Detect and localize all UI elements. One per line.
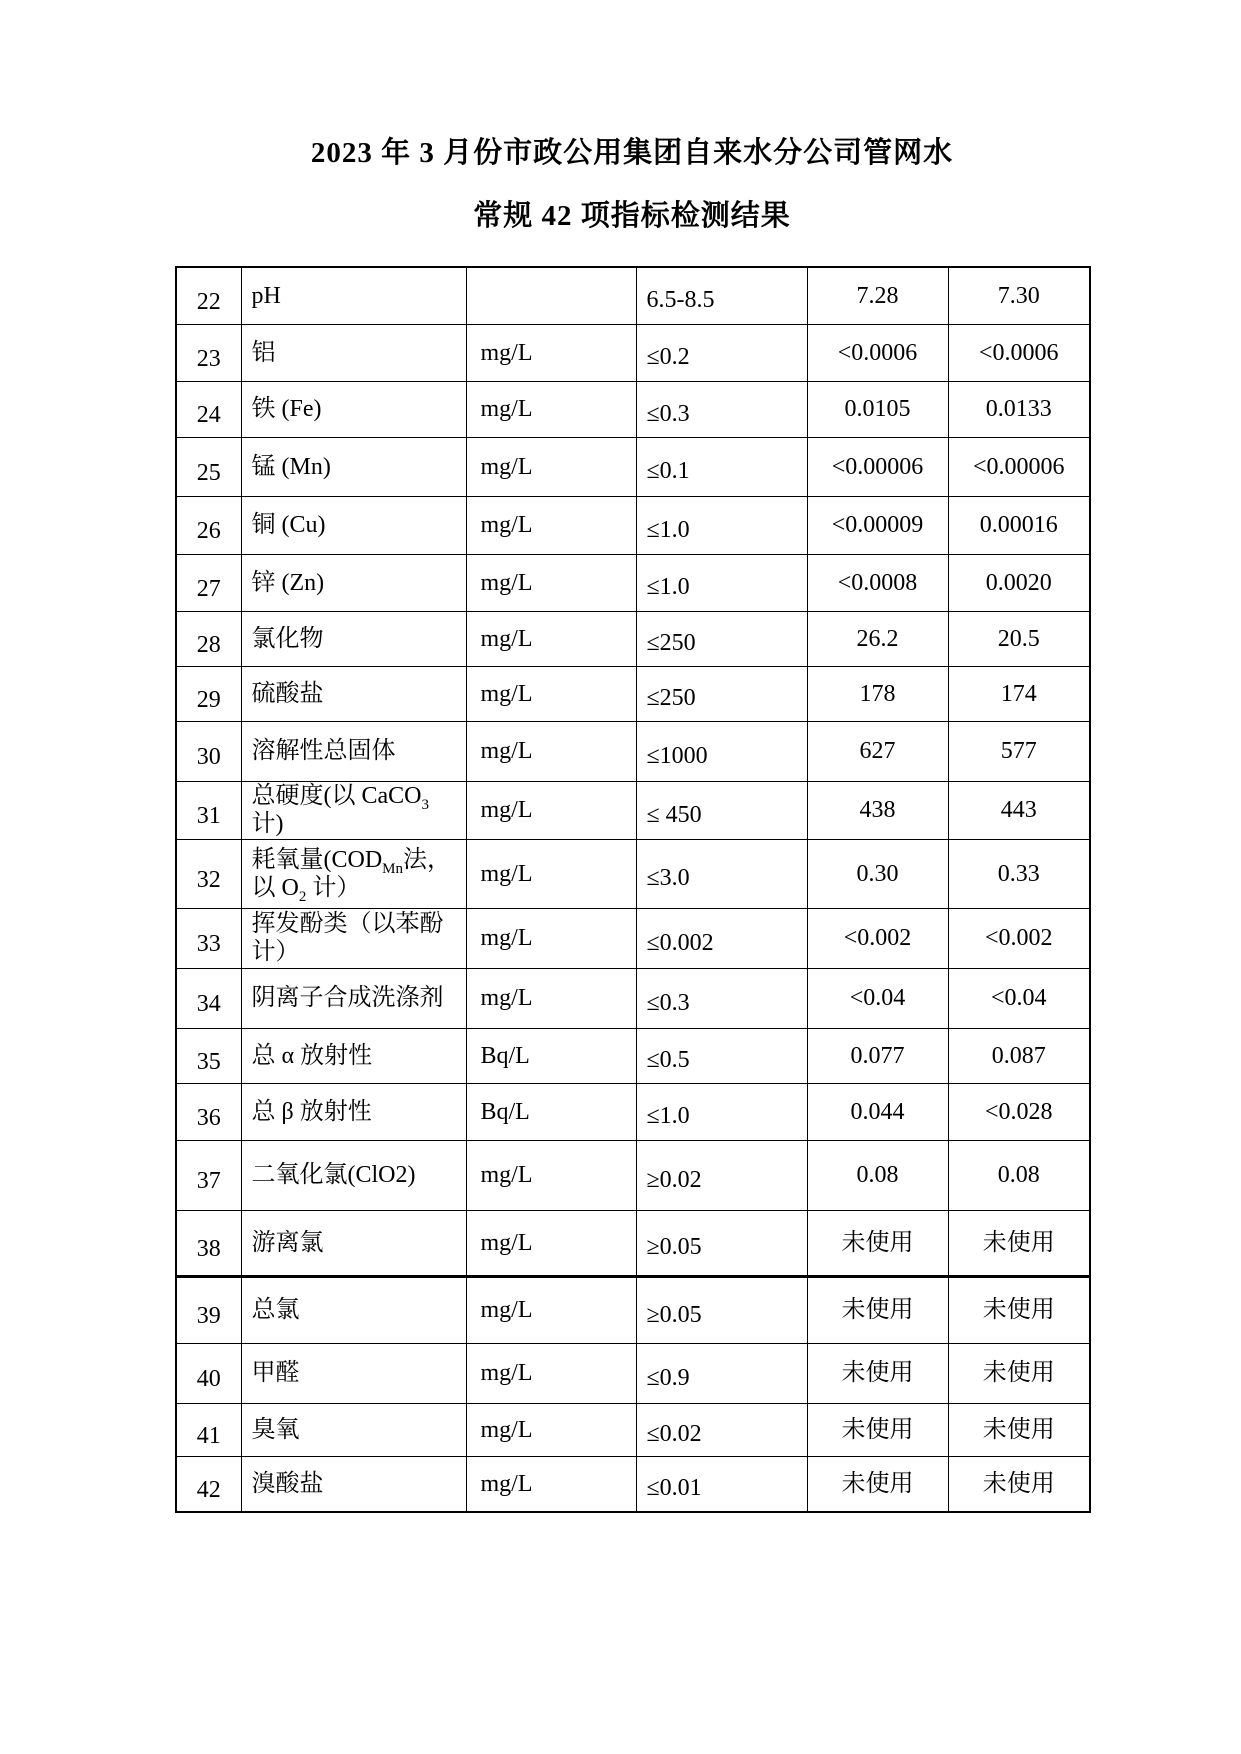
row-number-cell: 25 (176, 437, 241, 496)
table-row (176, 1210, 1090, 1276)
parameter-name-cell: 溶解性总固体 (241, 721, 466, 781)
unit-cell: mg/L (466, 1403, 636, 1456)
row-number-cell: 22 (176, 267, 241, 324)
limit-cell: ≤0.9 (636, 1343, 807, 1403)
unit-cell: mg/L (466, 666, 636, 721)
limit-cell: ≤0.002 (636, 908, 807, 968)
limit-cell: ≤1000 (636, 721, 807, 781)
parameter-name-cell: pH (241, 267, 466, 324)
row-number-cell: 36 (176, 1083, 241, 1140)
result-2-cell: 未使用 (948, 1403, 1090, 1456)
parameter-name-cell: 铝 (241, 324, 466, 381)
unit-cell: mg/L (466, 1456, 636, 1512)
unit-cell: mg/L (466, 381, 636, 437)
result-1-cell: <0.0006 (807, 324, 948, 381)
unit-cell: mg/L (466, 496, 636, 554)
result-2-cell: 0.00016 (948, 496, 1090, 554)
unit-cell: mg/L (466, 968, 636, 1028)
table-body (176, 267, 1090, 1512)
unit-cell: mg/L (466, 437, 636, 496)
limit-cell: ≥0.05 (636, 1210, 807, 1276)
unit-cell: Bq/L (466, 1083, 636, 1140)
result-1-cell: 未使用 (807, 1403, 948, 1456)
result-2-cell: 577 (948, 721, 1090, 781)
result-1-cell: 178 (807, 666, 948, 721)
row-number-cell: 40 (176, 1343, 241, 1403)
result-1-cell: <0.00009 (807, 496, 948, 554)
row-number-cell: 31 (176, 781, 241, 839)
unit-cell: mg/L (466, 781, 636, 839)
unit-cell: mg/L (466, 554, 636, 611)
table-row (176, 267, 1090, 324)
parameter-name-cell: 总 α 放射性 (241, 1028, 466, 1083)
unit-cell: mg/L (466, 611, 636, 666)
result-2-cell: <0.028 (948, 1083, 1090, 1140)
table-row (176, 721, 1090, 781)
result-2-cell: 0.33 (948, 839, 1090, 908)
result-2-cell: 20.5 (948, 611, 1090, 666)
result-1-cell: 0.0105 (807, 381, 948, 437)
parameter-name-cell: 总硬度(以 CaCO$_3$ 计) (241, 781, 466, 839)
row-number-cell: 24 (176, 381, 241, 437)
unit-cell: mg/L (466, 1140, 636, 1210)
result-2-cell: 0.087 (948, 1028, 1090, 1083)
unit-cell: Bq/L (466, 1028, 636, 1083)
unit-cell: mg/L (466, 1343, 636, 1403)
limit-cell: ≤0.01 (636, 1456, 807, 1512)
table-row (176, 1456, 1090, 1512)
limit-cell: ≤0.3 (636, 968, 807, 1028)
limit-cell: ≤250 (636, 611, 807, 666)
table-row (176, 381, 1090, 437)
limit-cell: ≤3.0 (636, 839, 807, 908)
result-1-cell: 0.044 (807, 1083, 948, 1140)
parameter-name-cell: 甲醛 (241, 1343, 466, 1403)
result-2-cell: 未使用 (948, 1210, 1090, 1276)
result-1-cell: 未使用 (807, 1456, 948, 1512)
table-row (176, 1140, 1090, 1210)
row-number-cell: 29 (176, 666, 241, 721)
limit-cell: ≤0.3 (636, 381, 807, 437)
result-1-cell: 未使用 (807, 1343, 948, 1403)
row-number-cell: 37 (176, 1140, 241, 1210)
table-row (176, 1343, 1090, 1403)
row-number-cell: 23 (176, 324, 241, 381)
parameter-name-cell: 游离氯 (241, 1210, 466, 1276)
parameter-name-cell: 二氧化氯(ClO2) (241, 1140, 466, 1210)
limit-cell: ≥0.05 (636, 1276, 807, 1343)
document-title-line-2: 常规 42 项指标检测结果 (473, 200, 791, 232)
parameter-name-cell: 总氯 (241, 1276, 466, 1343)
result-2-cell: 未使用 (948, 1343, 1090, 1403)
row-number-cell: 27 (176, 554, 241, 611)
limit-cell: ≥0.02 (636, 1140, 807, 1210)
limit-cell: 6.5-8.5 (636, 267, 807, 324)
row-number-cell: 26 (176, 496, 241, 554)
table-row (176, 1083, 1090, 1140)
result-2-cell: <0.002 (948, 908, 1090, 968)
limit-cell: ≤0.5 (636, 1028, 807, 1083)
parameter-name-cell: 溴酸盐 (241, 1456, 466, 1512)
result-2-cell: 未使用 (948, 1456, 1090, 1512)
result-1-cell: 未使用 (807, 1210, 948, 1276)
row-number-cell: 41 (176, 1403, 241, 1456)
limit-cell: ≤ 450 (636, 781, 807, 839)
table-row (176, 1276, 1090, 1343)
result-1-cell: <0.04 (807, 968, 948, 1028)
result-1-cell: 26.2 (807, 611, 948, 666)
row-number-cell: 35 (176, 1028, 241, 1083)
result-1-cell: 0.30 (807, 839, 948, 908)
result-1-cell: 未使用 (807, 1276, 948, 1343)
parameter-name-cell: 总 β 放射性 (241, 1083, 466, 1140)
unit-cell: mg/L (466, 839, 636, 908)
result-2-cell: 7.30 (948, 267, 1090, 324)
result-1-cell: 0.077 (807, 1028, 948, 1083)
row-number-cell: 38 (176, 1210, 241, 1276)
parameter-name-cell: 臭氧 (241, 1403, 466, 1456)
parameter-name-cell: 挥发酚类（以苯酚计） (241, 908, 466, 968)
water-quality-table (175, 266, 1091, 1513)
row-number-cell: 39 (176, 1276, 241, 1343)
result-2-cell: 0.08 (948, 1140, 1090, 1210)
row-number-cell: 32 (176, 839, 241, 908)
unit-cell: mg/L (466, 721, 636, 781)
limit-cell: ≤0.02 (636, 1403, 807, 1456)
document-title (175, 133, 1089, 236)
table-row (176, 1403, 1090, 1456)
result-1-cell: 438 (807, 781, 948, 839)
row-number-cell: 34 (176, 968, 241, 1028)
result-2-cell: 174 (948, 666, 1090, 721)
limit-cell: ≤1.0 (636, 496, 807, 554)
table-row (176, 324, 1090, 381)
unit-cell (466, 267, 636, 324)
parameter-name-cell: 氯化物 (241, 611, 466, 666)
result-1-cell: 627 (807, 721, 948, 781)
table-row (176, 839, 1090, 908)
limit-cell: ≤0.2 (636, 324, 807, 381)
result-2-cell: 未使用 (948, 1276, 1090, 1343)
result-2-cell: 0.0133 (948, 381, 1090, 437)
limit-cell: ≤1.0 (636, 554, 807, 611)
unit-cell: mg/L (466, 1210, 636, 1276)
result-1-cell: <0.00006 (807, 437, 948, 496)
table-row (176, 611, 1090, 666)
table-row (176, 968, 1090, 1028)
table-row (176, 496, 1090, 554)
limit-cell: ≤250 (636, 666, 807, 721)
row-number-cell: 28 (176, 611, 241, 666)
parameter-name-cell: 铜 (Cu) (241, 496, 466, 554)
result-1-cell: <0.0008 (807, 554, 948, 611)
table-row (176, 437, 1090, 496)
limit-cell: ≤1.0 (636, 1083, 807, 1140)
unit-cell: mg/L (466, 908, 636, 968)
result-2-cell: 443 (948, 781, 1090, 839)
table-row (176, 666, 1090, 721)
result-1-cell: <0.002 (807, 908, 948, 968)
table-row (176, 908, 1090, 968)
unit-cell: mg/L (466, 1276, 636, 1343)
result-2-cell: <0.0006 (948, 324, 1090, 381)
parameter-name-cell: 阴离子合成洗涤剂 (241, 968, 466, 1028)
table-row (176, 1028, 1090, 1083)
limit-cell: ≤0.1 (636, 437, 807, 496)
result-2-cell: <0.00006 (948, 437, 1090, 496)
result-1-cell: 0.08 (807, 1140, 948, 1210)
parameter-name-cell: 锌 (Zn) (241, 554, 466, 611)
table-row (176, 781, 1090, 839)
unit-cell: mg/L (466, 324, 636, 381)
table-row (176, 554, 1090, 611)
parameter-name-cell: 铁 (Fe) (241, 381, 466, 437)
document-title-line-1: 2023 年 3 月份市政公用集团自来水分公司管网水 (310, 137, 954, 169)
result-2-cell: 0.0020 (948, 554, 1090, 611)
row-number-cell: 30 (176, 721, 241, 781)
parameter-name-cell: 锰 (Mn) (241, 437, 466, 496)
result-1-cell: 7.28 (807, 267, 948, 324)
result-2-cell: <0.04 (948, 968, 1090, 1028)
parameter-name-cell: 耗氧量($COD_{Mn}$法，以 $O_2$ 计） (241, 839, 466, 908)
parameter-name-cell: 硫酸盐 (241, 666, 466, 721)
row-number-cell: 33 (176, 908, 241, 968)
row-number-cell: 42 (176, 1456, 241, 1512)
